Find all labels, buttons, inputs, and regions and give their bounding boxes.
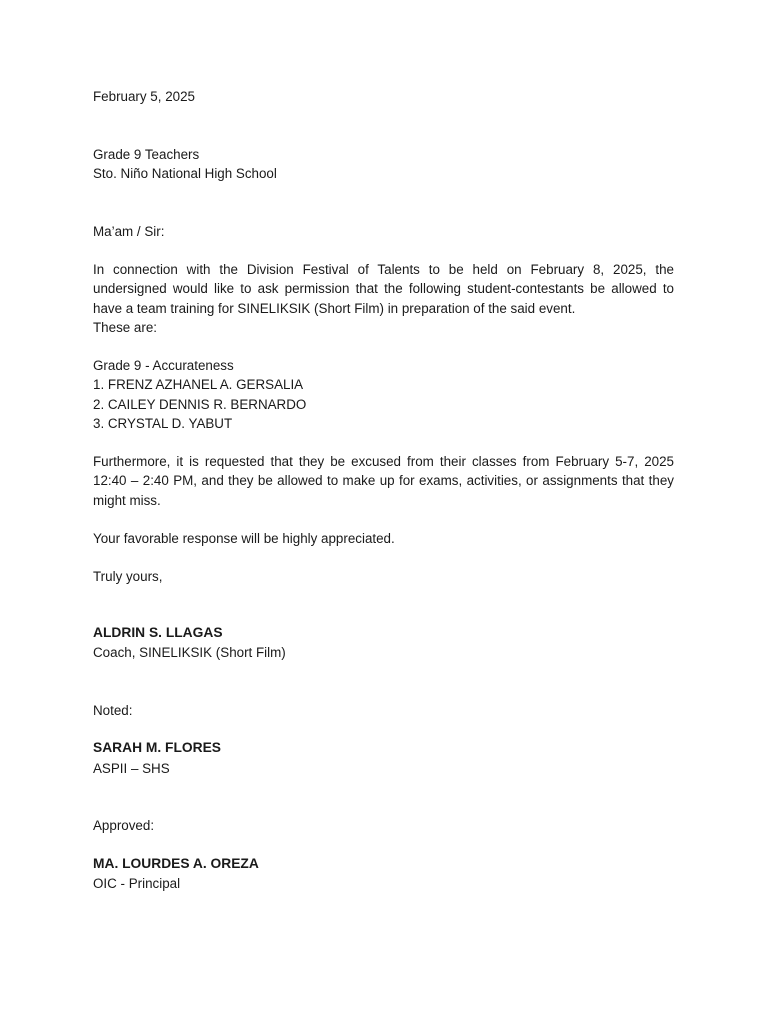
body-paragraph-2: Furthermore, it is requested that they be excused from their classes from February 5-7, 2025 12:40 – 2:40 PM, and they be allowed to make up for exams, activities, or assignments that they might miss. xyxy=(93,454,674,508)
salutation: Ma’am / Sir: xyxy=(93,224,165,239)
approved-title: OIC - Principal xyxy=(93,876,181,891)
noted-title: ASPII – SHS xyxy=(93,761,170,776)
closing: Truly yours, xyxy=(93,569,163,584)
noted-label: Noted: xyxy=(93,703,133,718)
these-are-line: These are: xyxy=(93,320,158,335)
signer-name: ALDRIN S. LLAGAS xyxy=(93,625,223,640)
recipient-line-2: Sto. Niño National High School xyxy=(93,166,277,181)
body-paragraph-3: Your favorable response will be highly appreciated. xyxy=(93,531,395,546)
approved-name: MA. LOURDES A. OREZA xyxy=(93,856,259,871)
signer-title: Coach, SINELIKSIK (Short Film) xyxy=(93,645,286,660)
student-item: 3. CRYSTAL D. YABUT xyxy=(93,416,233,431)
recipient-line-1: Grade 9 Teachers xyxy=(93,147,200,162)
approved-label: Approved: xyxy=(93,818,155,833)
noted-name: SARAH M. FLORES xyxy=(93,740,222,755)
group-label: Grade 9 - Accurateness xyxy=(93,358,234,373)
body-paragraph-1: In connection with the Division Festival of Talents to be held on February 8, 2025, the undersigned would like to ask permission that the following student-contestants be allowed to have a team training for SINELIKSIK (Short Film) in preparation of the said event. xyxy=(93,262,674,316)
student-item: 2. CAILEY DENNIS R. BERNARDO xyxy=(93,397,307,412)
student-item: 1. FRENZ AZHANEL A. GERSALIA xyxy=(93,377,304,392)
letter-date: February 5, 2025 xyxy=(93,89,195,104)
